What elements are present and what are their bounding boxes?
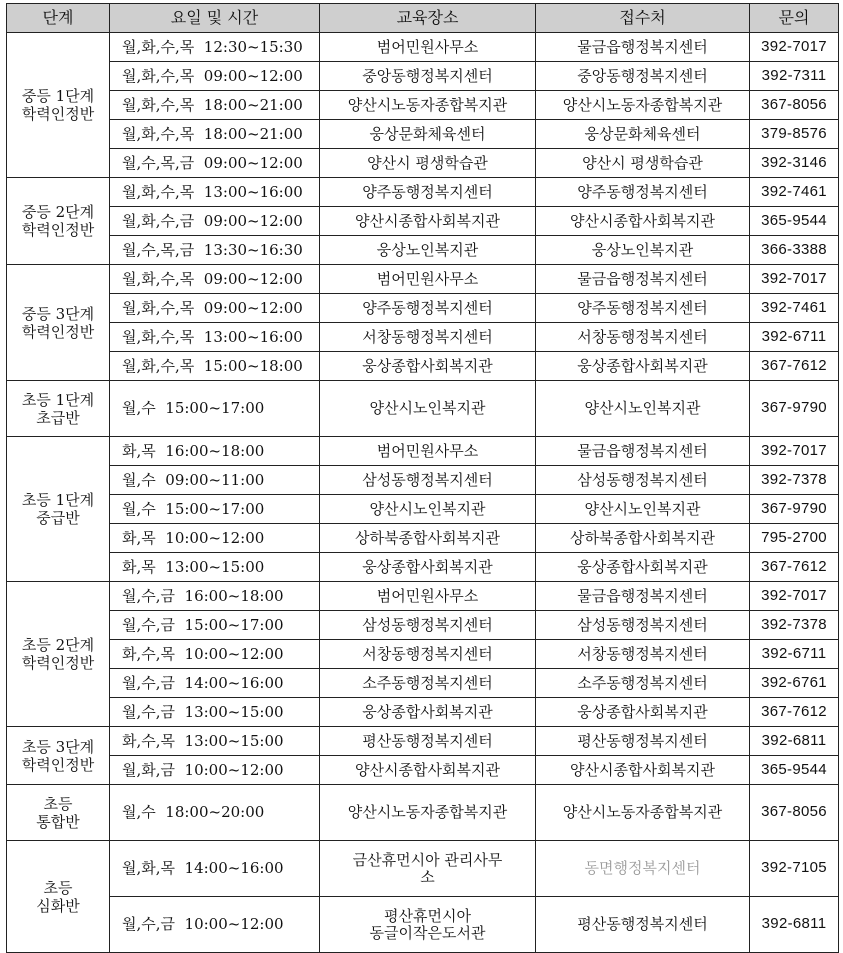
registration-cell: 양산시종합사회복지관 [536, 207, 750, 236]
place-cell: 양산시노동자종합복지관 [320, 785, 536, 841]
table-row [7, 265, 839, 294]
registration-cell: 물금읍행정복지센터 [536, 582, 750, 611]
table-row [7, 437, 839, 466]
time-cell: 월,화,수,목 18:00~21:00 [110, 91, 320, 120]
place-cell: 금산휴먼시아 관리사무 소 [320, 841, 536, 897]
time-cell: 화,목 10:00~12:00 [110, 524, 320, 553]
registration-cell: 서창동행정복지센터 [536, 640, 750, 669]
registration-cell: 평산동행정복지센터 [536, 897, 750, 953]
contact-cell: 367-8056 [750, 91, 839, 120]
header-contact: 문의 [750, 4, 839, 33]
table-row [7, 524, 839, 553]
time-cell: 월,수,금 13:00~15:00 [110, 698, 320, 727]
table-row [7, 669, 839, 698]
contact-cell: 392-7378 [750, 466, 839, 495]
contact-cell: 392-6811 [750, 897, 839, 953]
header-time: 요일 및 시간 [110, 4, 320, 33]
contact-cell: 392-6711 [750, 323, 839, 352]
contact-cell: 392-6761 [750, 669, 839, 698]
contact-cell: 392-7017 [750, 437, 839, 466]
place-cell: 상하북종합사회복지관 [320, 524, 536, 553]
header-row [7, 4, 839, 33]
contact-cell: 392-3146 [750, 149, 839, 178]
time-cell: 월,화,수,목 13:00~16:00 [110, 323, 320, 352]
place-cell: 웅상종합사회복지관 [320, 352, 536, 381]
time-cell: 화,수,목 10:00~12:00 [110, 640, 320, 669]
table-row [7, 294, 839, 323]
registration-cell: 서창동행정복지센터 [536, 323, 750, 352]
registration-cell: 삼성동행정복지센터 [536, 466, 750, 495]
registration-cell: 동면행정복지센터 [536, 841, 750, 897]
registration-cell: 웅상종합사회복지관 [536, 352, 750, 381]
place-cell: 소주동행정복지센터 [320, 669, 536, 698]
table-row [7, 640, 839, 669]
stage-cell: 초등 2단계 학력인정반 [7, 582, 110, 727]
time-cell: 월,수,금 16:00~18:00 [110, 582, 320, 611]
place-cell: 양산시노인복지관 [320, 381, 536, 437]
time-cell: 화,수,목 13:00~15:00 [110, 727, 320, 756]
time-cell: 월,수,목,금 13:30~16:30 [110, 236, 320, 265]
time-cell: 화,목 13:00~15:00 [110, 553, 320, 582]
time-cell: 월,화,목 14:00~16:00 [110, 841, 320, 897]
contact-cell: 795-2700 [750, 524, 839, 553]
registration-cell: 소주동행정복지센터 [536, 669, 750, 698]
time-cell: 월,수,금 14:00~16:00 [110, 669, 320, 698]
table-row [7, 727, 839, 756]
table-row [7, 62, 839, 91]
stage-cell: 중등 3단계 학력인정반 [7, 265, 110, 381]
place-cell: 평산동행정복지센터 [320, 727, 536, 756]
contact-cell: 392-7017 [750, 33, 839, 62]
table-row [7, 352, 839, 381]
contact-cell: 392-7461 [750, 294, 839, 323]
header-registration: 접수처 [536, 4, 750, 33]
registration-cell: 물금읍행정복지센터 [536, 265, 750, 294]
table-row [7, 149, 839, 178]
contact-cell: 392-7017 [750, 582, 839, 611]
registration-cell: 중앙동행정복지센터 [536, 62, 750, 91]
registration-cell: 삼성동행정복지센터 [536, 611, 750, 640]
place-cell: 양주동행정복지센터 [320, 178, 536, 207]
stage-cell: 초등 통합반 [7, 785, 110, 841]
header-stage: 단계 [7, 4, 110, 33]
table-row [7, 120, 839, 149]
place-cell: 양산시 평생학습관 [320, 149, 536, 178]
stage-cell: 초등 3단계 학력인정반 [7, 727, 110, 785]
table-row [7, 236, 839, 265]
time-cell: 화,목 16:00~18:00 [110, 437, 320, 466]
table-row [7, 91, 839, 120]
time-cell: 월,화,수,목 18:00~21:00 [110, 120, 320, 149]
contact-cell: 367-7612 [750, 698, 839, 727]
registration-cell: 평산동행정복지센터 [536, 727, 750, 756]
time-cell: 월,화,금 10:00~12:00 [110, 756, 320, 785]
contact-cell: 367-9790 [750, 495, 839, 524]
place-cell: 양산시노동자종합복지관 [320, 91, 536, 120]
registration-cell: 물금읍행정복지센터 [536, 33, 750, 62]
time-cell: 월,화,수,목 09:00~12:00 [110, 62, 320, 91]
registration-cell: 웅상노인복지관 [536, 236, 750, 265]
place-cell: 양산시노인복지관 [320, 495, 536, 524]
table-row [7, 323, 839, 352]
place-cell: 서창동행정복지센터 [320, 323, 536, 352]
table-row [7, 466, 839, 495]
table-row [7, 553, 839, 582]
place-cell: 삼성동행정복지센터 [320, 466, 536, 495]
registration-cell: 양산시노동자종합복지관 [536, 91, 750, 120]
table-row [7, 582, 839, 611]
contact-cell: 367-7612 [750, 352, 839, 381]
contact-cell: 367-8056 [750, 785, 839, 841]
contact-cell: 392-6811 [750, 727, 839, 756]
place-cell: 양주동행정복지센터 [320, 294, 536, 323]
contact-cell: 392-6711 [750, 640, 839, 669]
table-row [7, 611, 839, 640]
contact-cell: 365-9544 [750, 756, 839, 785]
stage-cell: 중등 1단계 학력인정반 [7, 33, 110, 178]
time-cell: 월,수 09:00~11:00 [110, 466, 320, 495]
registration-cell: 양산시노인복지관 [536, 381, 750, 437]
contact-cell: 392-7461 [750, 178, 839, 207]
time-cell: 월,수,금 10:00~12:00 [110, 897, 320, 953]
time-cell: 월,화,수,목 15:00~18:00 [110, 352, 320, 381]
registration-cell: 양산시 평생학습관 [536, 149, 750, 178]
registration-cell: 양주동행정복지센터 [536, 178, 750, 207]
place-cell: 범어민원사무소 [320, 582, 536, 611]
table-row [7, 178, 839, 207]
contact-cell: 366-3388 [750, 236, 839, 265]
time-cell: 월,수 15:00~17:00 [110, 381, 320, 437]
registration-cell: 양산시종합사회복지관 [536, 756, 750, 785]
place-cell: 웅상문화체육센터 [320, 120, 536, 149]
time-cell: 월,수 15:00~17:00 [110, 495, 320, 524]
registration-cell: 양주동행정복지센터 [536, 294, 750, 323]
place-cell: 삼성동행정복지센터 [320, 611, 536, 640]
contact-cell: 392-7105 [750, 841, 839, 897]
table-row [7, 756, 839, 785]
contact-cell: 367-7612 [750, 553, 839, 582]
time-cell: 월,수,금 15:00~17:00 [110, 611, 320, 640]
table-row [7, 207, 839, 236]
registration-cell: 웅상문화체육센터 [536, 120, 750, 149]
time-cell: 월,수 18:00~20:00 [110, 785, 320, 841]
registration-cell: 양산시노동자종합복지관 [536, 785, 750, 841]
time-cell: 월,화,수,금 09:00~12:00 [110, 207, 320, 236]
header-place: 교육장소 [320, 4, 536, 33]
registration-cell: 웅상종합사회복지관 [536, 553, 750, 582]
place-cell: 웅상종합사회복지관 [320, 553, 536, 582]
contact-cell: 392-7378 [750, 611, 839, 640]
contact-cell: 392-7311 [750, 62, 839, 91]
place-cell: 평산휴먼시아 동글이작은도서관 [320, 897, 536, 953]
stage-cell: 초등 심화반 [7, 841, 110, 953]
registration-cell: 상하북종합사회복지관 [536, 524, 750, 553]
time-cell: 월,화,수,목 09:00~12:00 [110, 294, 320, 323]
table-row [7, 33, 839, 62]
time-cell: 월,화,수,목 09:00~12:00 [110, 265, 320, 294]
stage-cell: 초등 1단계 중급반 [7, 437, 110, 582]
place-cell: 중앙동행정복지센터 [320, 62, 536, 91]
place-cell: 양산시종합사회복지관 [320, 207, 536, 236]
place-cell: 웅상종합사회복지관 [320, 698, 536, 727]
table-row [7, 897, 839, 953]
table-row [7, 785, 839, 841]
place-cell: 양산시종합사회복지관 [320, 756, 536, 785]
table-row [7, 841, 839, 897]
registration-cell: 웅상종합사회복지관 [536, 698, 750, 727]
schedule-body [7, 33, 839, 953]
time-cell: 월,화,수,목 13:00~16:00 [110, 178, 320, 207]
stage-cell: 초등 1단계 초급반 [7, 381, 110, 437]
contact-cell: 379-8576 [750, 120, 839, 149]
time-cell: 월,수,목,금 09:00~12:00 [110, 149, 320, 178]
contact-cell: 392-7017 [750, 265, 839, 294]
place-cell: 범어민원사무소 [320, 265, 536, 294]
registration-cell: 양산시노인복지관 [536, 495, 750, 524]
contact-cell: 367-9790 [750, 381, 839, 437]
place-cell: 웅상노인복지관 [320, 236, 536, 265]
stage-cell: 중등 2단계 학력인정반 [7, 178, 110, 265]
contact-cell: 365-9544 [750, 207, 839, 236]
table-row [7, 698, 839, 727]
place-cell: 범어민원사무소 [320, 437, 536, 466]
table-row [7, 495, 839, 524]
education-schedule-table [6, 3, 839, 953]
place-cell: 서창동행정복지센터 [320, 640, 536, 669]
time-cell: 월,화,수,목 12:30~15:30 [110, 33, 320, 62]
table-row [7, 381, 839, 437]
place-cell: 범어민원사무소 [320, 33, 536, 62]
registration-cell: 물금읍행정복지센터 [536, 437, 750, 466]
